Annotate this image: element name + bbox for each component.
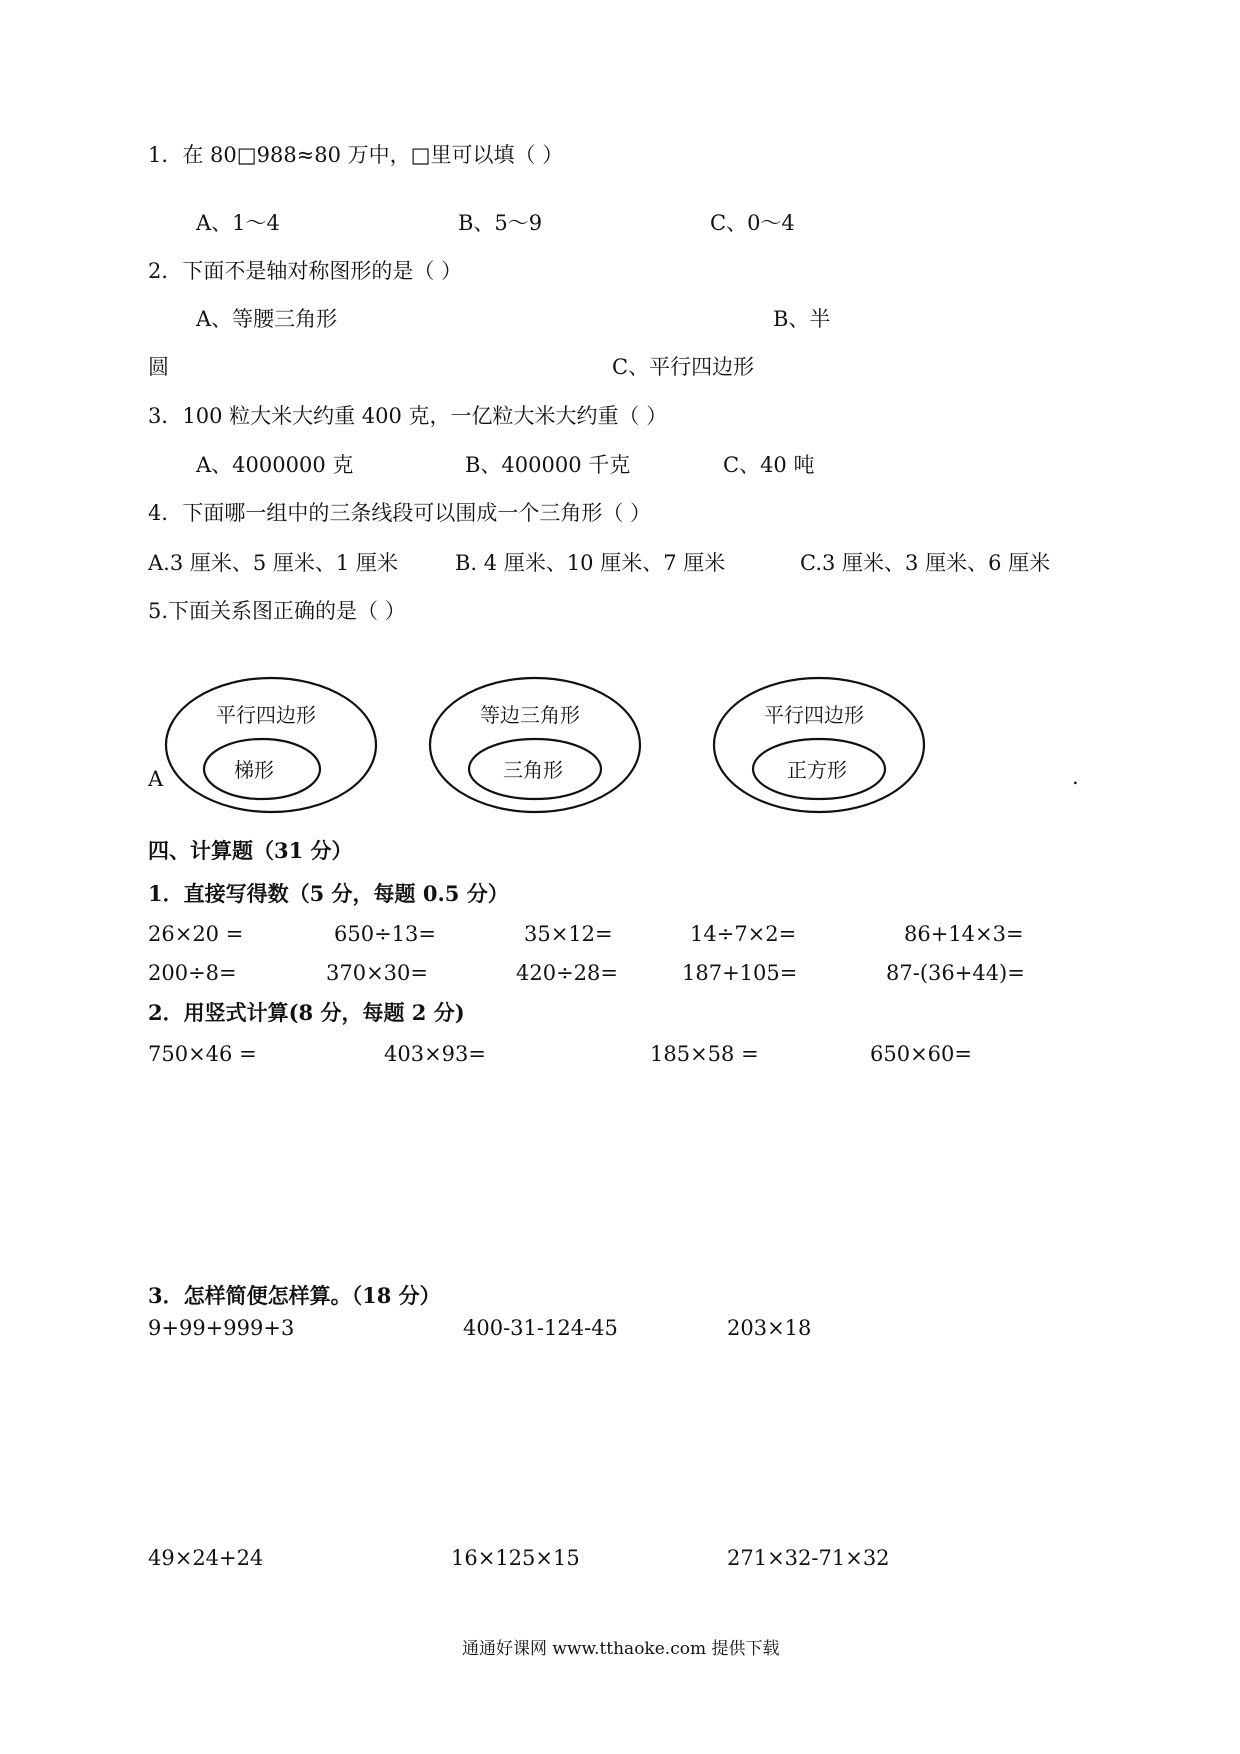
part2-item-2: 403×93=: [384, 1042, 486, 1066]
q2-option-b-wrap: 圆: [148, 355, 169, 379]
part1-r1-item-2: 650÷13=: [334, 922, 436, 946]
diagram-3-outer-label: 平行四边形: [764, 703, 864, 727]
q4-option-a: A.3 厘米、5 厘米、1 厘米: [148, 551, 398, 575]
part1-r2-item-2: 370×30=: [326, 961, 428, 985]
section4-title: 四、计算题（31 分）: [148, 838, 353, 863]
q5-trailing-dot: .: [1072, 765, 1079, 789]
part3-r1-item-3: 203×18: [727, 1316, 812, 1340]
q5-stem: 5.下面关系图正确的是（ ）: [148, 599, 406, 623]
part1-r1-item-5: 86+14×3=: [904, 922, 1024, 946]
diagram-2-outer-label: 等边三角形: [480, 703, 580, 727]
footer-watermark: 通通好课网 www.tthaoke.com 提供下载: [462, 1639, 780, 1659]
part3-r2-item-3: 271×32-71×32: [727, 1546, 890, 1570]
part3-r1-item-2: 400-31-124-45: [463, 1316, 618, 1340]
q3-option-b: B、400000 千克: [465, 453, 631, 477]
part1-r2-item-1: 200÷8=: [148, 961, 237, 985]
part2-item-3: 185×58 =: [650, 1042, 759, 1066]
diagram-1-inner-label: 梯形: [234, 758, 274, 782]
diagram-2-inner-label: 三角形: [503, 758, 563, 782]
q3-option-c: C、40 吨: [723, 453, 815, 477]
part3-r2-item-2: 16×125×15: [451, 1546, 580, 1570]
diagram-1-outer-label: 平行四边形: [216, 703, 316, 727]
q2-option-a: A、等腰三角形: [196, 307, 338, 331]
part1-r2-item-5: 87-(36+44)=: [886, 961, 1025, 985]
q2-stem: 2．下面不是轴对称图形的是（ ）: [148, 259, 463, 283]
part3-title: 3．怎样简便怎样算。（18 分）: [148, 1283, 441, 1308]
q3-stem: 3．100 粒大米大约重 400 克，一亿粒大米大约重（ ）: [148, 404, 668, 428]
diagram-1-outer-ellipse: [166, 678, 376, 812]
part3-r2-item-1: 49×24+24: [148, 1546, 264, 1570]
part1-r1-item-4: 14÷7×2=: [690, 922, 797, 946]
diagram-3-inner-label: 正方形: [787, 758, 847, 782]
q2-option-c: C、平行四边形: [612, 355, 755, 379]
part3-r1-item-1: 9+99+999+3: [148, 1316, 295, 1340]
q2-option-b: B、半: [773, 307, 831, 331]
diagram-1: [166, 678, 376, 812]
relationship-diagrams: [0, 0, 1240, 840]
q4-option-c: C.3 厘米、3 厘米、6 厘米: [800, 551, 1051, 575]
q3-option-a: A、4000000 克: [196, 453, 354, 477]
part2-item-4: 650×60=: [870, 1042, 972, 1066]
part1-r1-item-1: 26×20 =: [148, 922, 244, 946]
q4-option-b: B. 4 厘米、10 厘米、7 厘米: [455, 551, 726, 575]
q1-stem: 1．在 80□988≈80 万中，□里可以填（ ）: [148, 143, 564, 167]
part1-r2-item-4: 187+105=: [682, 961, 798, 985]
q1-option-a: A、1～4: [196, 211, 280, 235]
diagram-3: [714, 678, 924, 812]
diagram-2-outer-ellipse: [430, 678, 640, 812]
q5-label-a: A: [148, 767, 164, 791]
part1-title: 1．直接写得数（5 分，每题 0.5 分）: [148, 881, 509, 906]
part2-item-1: 750×46 =: [148, 1042, 257, 1066]
part2-title: 2．用竖式计算(8 分，每题 2 分): [148, 1000, 465, 1025]
q1-option-c: C、0～4: [710, 211, 795, 235]
part1-r2-item-3: 420÷28=: [516, 961, 618, 985]
q1-option-b: B、5～9: [458, 211, 543, 235]
part1-r1-item-3: 35×12=: [524, 922, 613, 946]
q4-stem: 4．下面哪一组中的三条线段可以围成一个三角形（ ）: [148, 501, 652, 525]
diagram-2: [430, 678, 640, 812]
diagram-3-outer-ellipse: [714, 678, 924, 812]
